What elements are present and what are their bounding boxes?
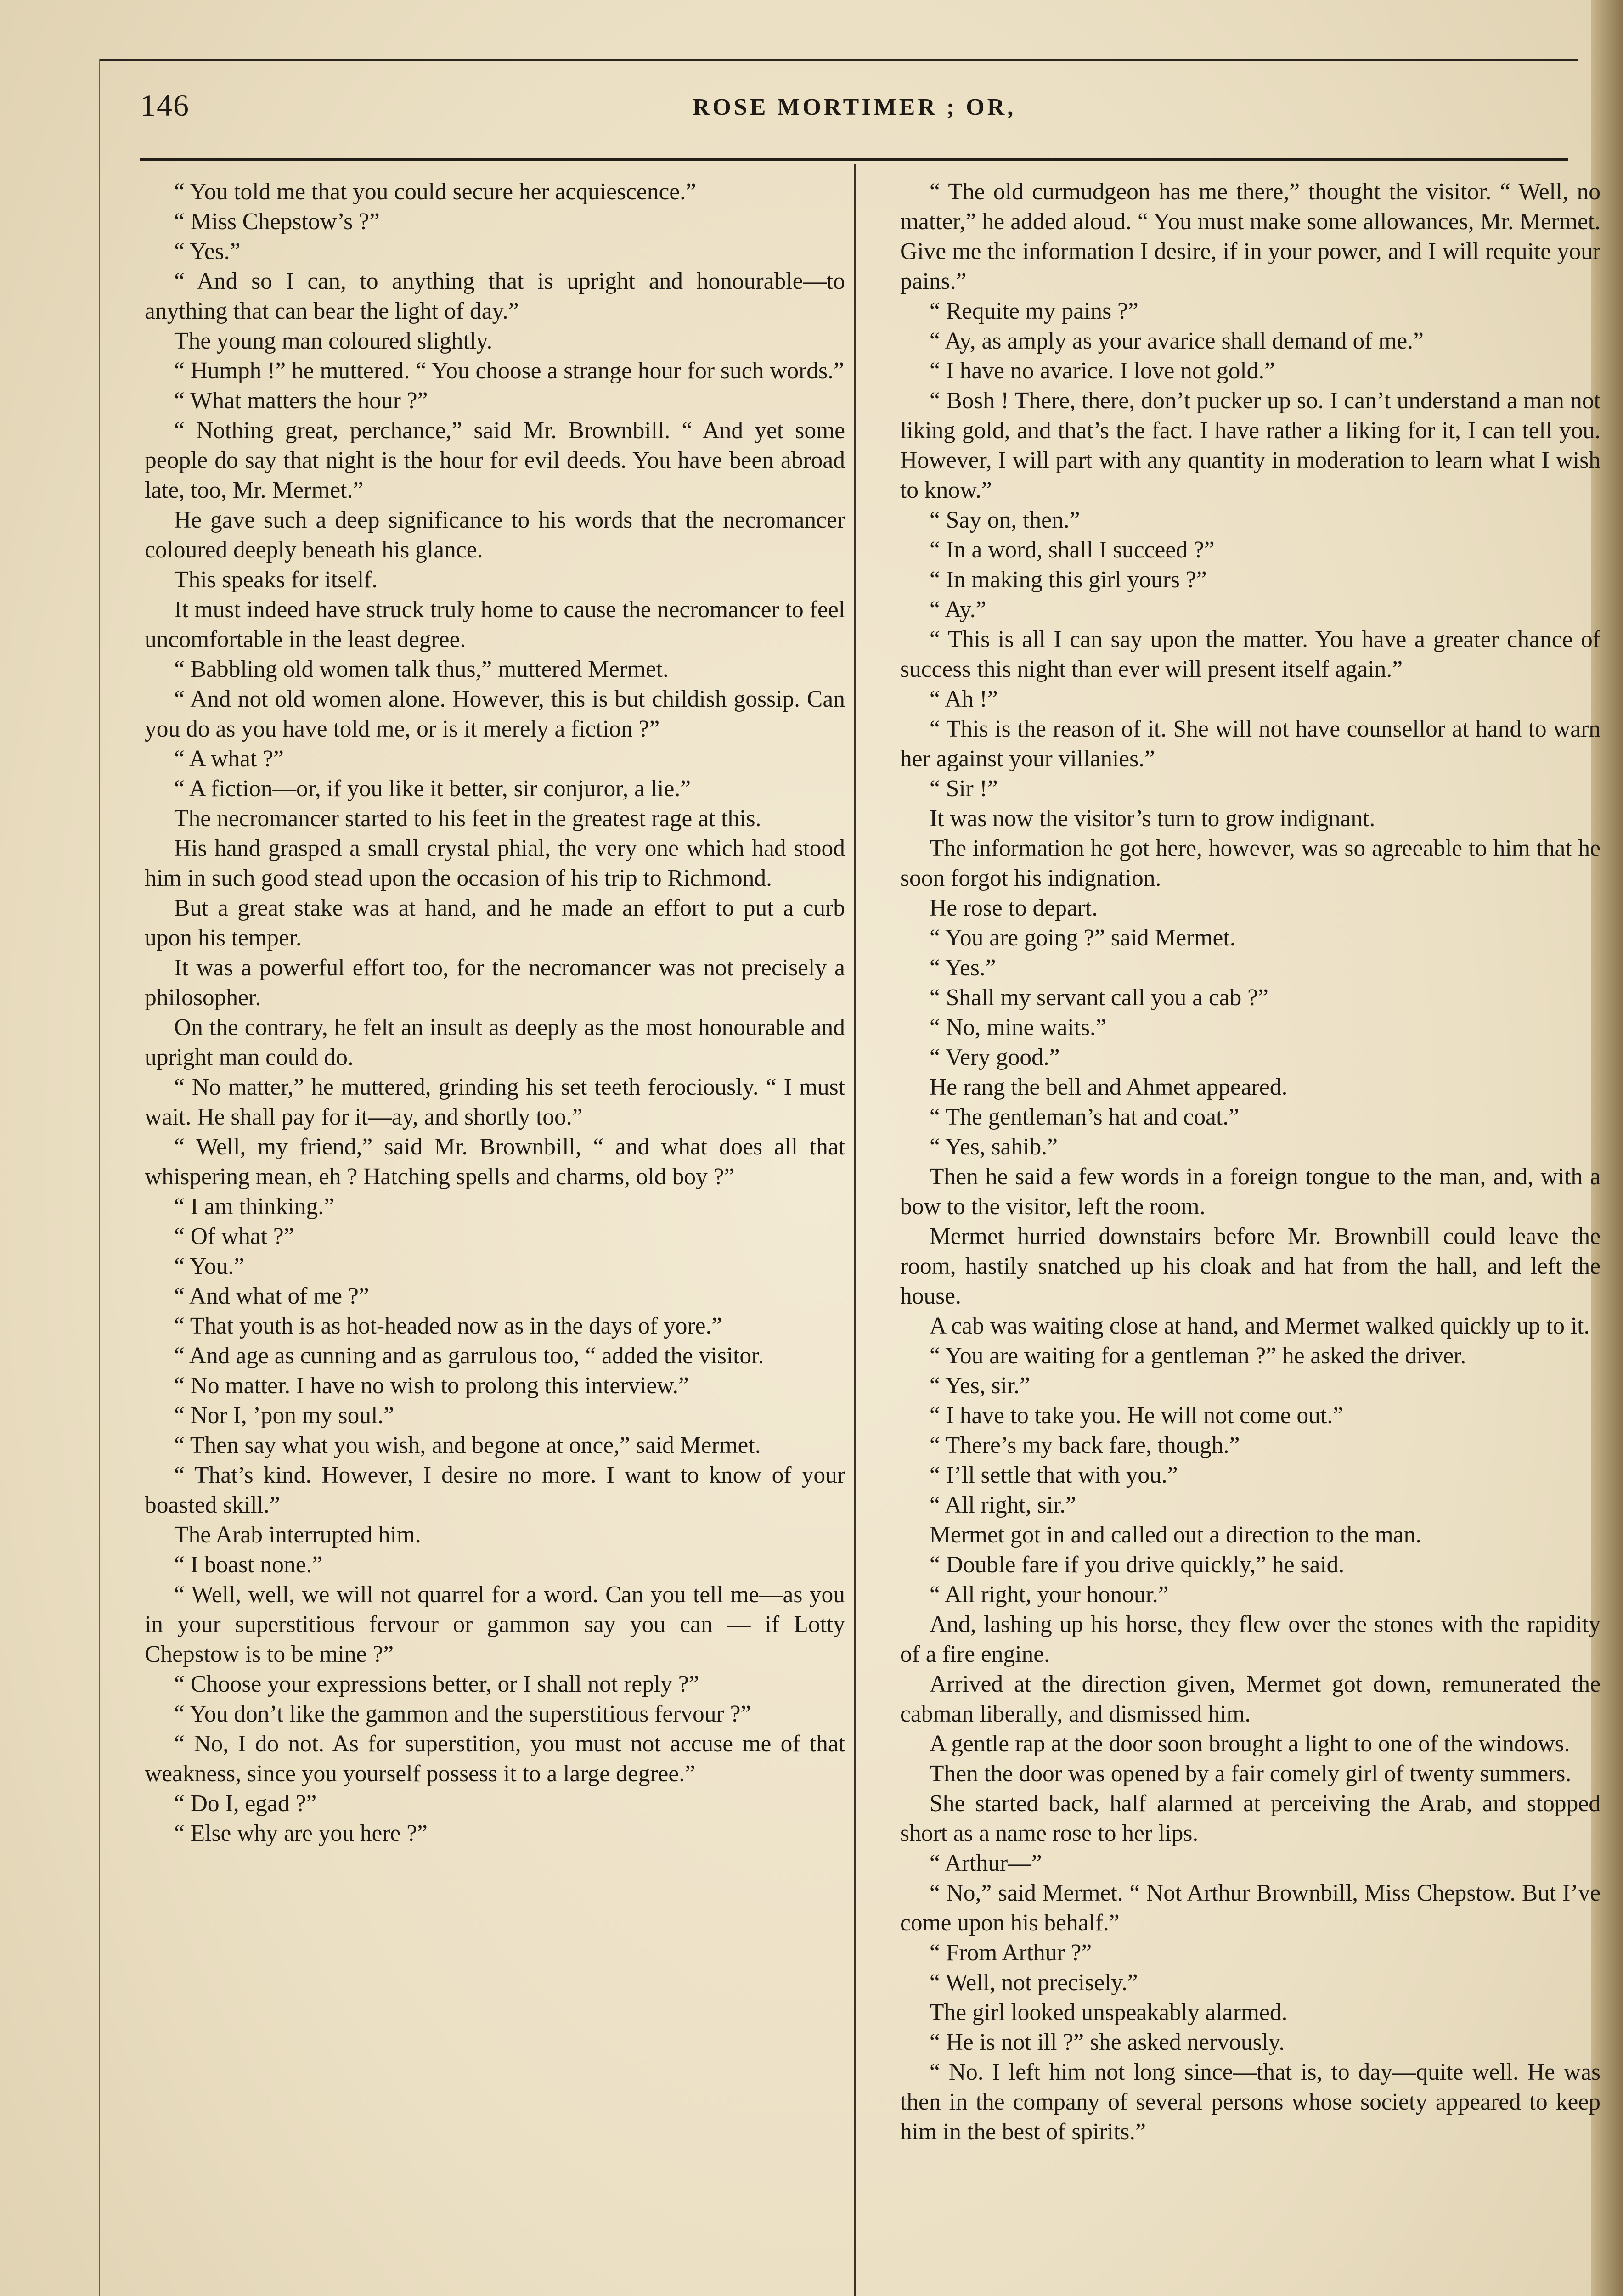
paragraph: On the contrary, he felt an insult as deeply as the most honourable and upright man could do. (145, 1014, 845, 1070)
paragraph: “ Very good.” (930, 1044, 1060, 1070)
paragraph: The Arab interrupted him. (174, 1522, 421, 1548)
paragraph: “ Nothing great, perchance,” said Mr. Brownbill. “ And yet some people do say that night is the hour for evil deeds. You have been abroad late, too, Mr. Mermet.” (145, 417, 845, 503)
paragraph: “ Humph !” he muttered. “ You choose a strange hour for such words.” (174, 358, 844, 384)
paragraph: “ Yes.” (174, 238, 241, 264)
paragraph: “ This is the reason of it. She will not have counsellor at hand to warn her against your villanies.” (900, 716, 1600, 772)
paragraph: “ Yes, sir.” (930, 1373, 1030, 1399)
paragraph: It must indeed have struck truly home to cause the necromancer to feel uncomfortable in the least degree. (145, 597, 845, 653)
paragraph: His hand grasped a small crystal phial, the very one which had stood him in such good stead upon the occasion of his trip to Richmond. (145, 835, 845, 891)
paragraph: But a great stake was at hand, and he made an effort to put a curb upon his temper. (145, 895, 845, 951)
right-column (900, 177, 1600, 2147)
paragraph: She started back, half alarmed at perceiving the Arab, and stopped short as a name rose to her lips. (900, 1790, 1600, 1846)
page-header (140, 87, 1568, 142)
paragraph: It was a powerful effort too, for the necromancer was not precisely a philosopher. (145, 955, 845, 1011)
paragraph: The young man coloured slightly. (174, 328, 493, 354)
paragraph: “ Double fare if you drive quickly,” he said. (930, 1552, 1345, 1578)
paragraph: This speaks for itself. (174, 567, 378, 593)
paragraph: “ I’ll settle that with you.” (930, 1462, 1178, 1488)
paragraph: “ Of what ?” (174, 1223, 294, 1249)
paragraph: Mermet got in and called out a direction to the man. (930, 1522, 1422, 1548)
paragraph: “ The old curmudgeon has me there,” thought the visitor. “ Well, no matter,” he added aloud. “ You must make some allowances, Mr. Mermet. Give me the information I desire, if in your power, and I will requite your pains.” (900, 179, 1600, 294)
paragraph: Arrived at the direction given, Mermet got down, remunerated the cabman liberally, and dismissed him. (900, 1671, 1600, 1727)
paragraph: “ He is not ill ?” she asked nervously. (930, 2029, 1285, 2055)
paragraph: Then he said a few words in a foreign tongue to the man, and, with a bow to the visitor, left the room. (900, 1164, 1600, 1220)
paragraph: A cab was waiting close at hand, and Mermet walked quickly up to it. (930, 1313, 1590, 1339)
paragraph: “ Babbling old women talk thus,” muttered Mermet. (174, 656, 669, 682)
paragraph: “ Do I, egad ?” (174, 1790, 317, 1817)
paragraph: “ In a word, shall I succeed ?” (930, 537, 1215, 563)
paragraph: “ From Arthur ?” (930, 1940, 1092, 1966)
paragraph: “ I have to take you. He will not come out.” (930, 1402, 1343, 1429)
paragraph: “ The gentleman’s hat and coat.” (930, 1104, 1240, 1130)
paragraph: “ Yes.” (930, 955, 996, 981)
paragraph: “ Ay, as amply as your avarice shall demand of me.” (930, 328, 1424, 354)
paragraph: “ You don’t like the gammon and the superstitious fervour ?” (174, 1701, 751, 1727)
paragraph: “ A fiction—or, if you like it better, sir conjuror, a lie.” (174, 776, 691, 802)
paragraph: “ Nor I, ’pon my soul.” (174, 1402, 394, 1429)
paragraph: “ There’s my back fare, though.” (930, 1432, 1240, 1458)
paragraph: “ Requite my pains ?” (930, 298, 1138, 324)
running-head: ROSE MORTIMER ; OR, (692, 94, 1016, 120)
paragraph: The girl looked unspeakably alarmed. (930, 1999, 1288, 2026)
paragraph: “ You are waiting for a gentleman ?” he asked the driver. (930, 1343, 1466, 1369)
paragraph: The necromancer started to his feet in the greatest rage at this. (174, 805, 761, 832)
paragraph: “ Then say what you wish, and begone at once,” said Mermet. (174, 1432, 761, 1458)
paragraph: He gave such a deep significance to his words that the necromancer coloured deeply beneath his glance. (145, 507, 845, 563)
paragraph: “ Say on, then.” (930, 507, 1080, 533)
paragraph: “ And age as cunning and as garrulous too, “ added the visitor. (174, 1343, 764, 1369)
page-number: 146 (140, 88, 190, 123)
paragraph: “ Shall my servant call you a cab ?” (930, 985, 1268, 1011)
paragraph: “ A what ?” (174, 746, 284, 772)
paragraph: “ No matter,” he muttered, grinding his set teeth ferociously. “ I must wait. He shall pay for it—ay, and shortly too.” (145, 1074, 845, 1130)
paragraph: “ No, mine waits.” (930, 1014, 1106, 1041)
header-rule (140, 158, 1568, 161)
paragraph: “ In making this girl yours ?” (930, 567, 1207, 593)
paragraph: “ No. I left him not long since—that is, to day—quite well. He was then in the company of several persons whose society appeared to keep him in the best of spirits.” (900, 2059, 1600, 2145)
paragraph: He rose to depart. (930, 895, 1098, 921)
paragraph: “ Arthur—” (930, 1850, 1042, 1876)
paragraph: “ And not old women alone. However, this is but childish gossip. Can you do as you have told me, or is it merely a fiction ?” (145, 686, 845, 742)
paragraph: “ Ah !” (930, 686, 998, 712)
paragraph: He rang the bell and Ahmet appeared. (930, 1074, 1288, 1100)
paragraph: “ I am thinking.” (174, 1193, 334, 1220)
paragraph: Then the door was opened by a fair comely girl of twenty summers. (930, 1761, 1572, 1787)
paragraph: A gentle rap at the door soon brought a light to one of the windows. (930, 1731, 1570, 1757)
paragraph: “ Well, well, we will not quarrel for a word. Can you tell me—as you in your superstitious fervour or gammon say you can — if Lotty Chepstow is to be mine ?” (145, 1581, 845, 1667)
paragraph: “ I have no avarice. I love not gold.” (930, 358, 1275, 384)
paragraph: “ Miss Chepstow’s ?” (174, 208, 380, 235)
paragraph: “ What matters the hour ?” (174, 388, 428, 414)
paragraph: “ All right, sir.” (930, 1492, 1076, 1518)
paragraph: “ Ay.” (930, 597, 986, 623)
paragraph: Mermet hurried downstairs before Mr. Brownbill could leave the room, hastily snatched up his cloak and hat from the hall, and left the house. (900, 1223, 1600, 1309)
paragraph: “ Well, my friend,” said Mr. Brownbill, “ and what does all that whispering mean, eh ? Hatching spells and charms, old boy ?” (145, 1134, 845, 1190)
paragraph: “ And what of me ?” (174, 1283, 369, 1309)
paragraph: And, lashing up his horse, they flew over the stones with the rapidity of a fire engine. (900, 1611, 1600, 1667)
paragraph: “ Well, not precisely.” (930, 1970, 1138, 1996)
left-column (145, 177, 845, 1848)
paragraph: “ And so I can, to anything that is upright and honourable—to anything that can bear the light of day.” (145, 268, 845, 324)
paragraph: “ That’s kind. However, I desire no more. I want to know of your boasted skill.” (145, 1462, 845, 1518)
paragraph: It was now the visitor’s turn to grow indignant. (930, 805, 1375, 832)
paragraph: “ You.” (174, 1253, 245, 1279)
paragraph: “ You are going ?” said Mermet. (930, 925, 1236, 951)
top-frame-rule (99, 59, 1578, 61)
paragraph: “ Yes, sahib.” (930, 1134, 1058, 1160)
paragraph: “ This is all I can say upon the matter. You have a greater chance of success this night than ever will present itself again.” (900, 626, 1600, 682)
paragraph: “ You told me that you could secure her acquiescence.” (174, 179, 696, 205)
paragraph: “ Sir !” (930, 776, 998, 802)
paragraph: “ No, I do not. As for superstition, you must not accuse me of that weakness, since you yourself possess it to a large degree.” (145, 1731, 845, 1787)
paragraph: “ I boast none.” (174, 1552, 323, 1578)
paragraph: “ Choose your expressions better, or I shall not reply ?” (174, 1671, 699, 1697)
paragraph: The information he got here, however, was so agreeable to him that he soon forgot his indignation. (900, 835, 1600, 891)
paragraph: “ All right, your honour.” (930, 1581, 1169, 1608)
paragraph: “ No,” said Mermet. “ Not Arthur Brownbill, Miss Chepstow. But I’ve come upon his behalf.” (900, 1880, 1600, 1936)
left-frame-rule (99, 59, 100, 2296)
paragraph: “ No matter. I have no wish to prolong this interview.” (174, 1373, 689, 1399)
column-divider (854, 164, 856, 2296)
paragraph: “ Else why are you here ?” (174, 1820, 428, 1846)
paragraph: “ Bosh ! There, there, don’t pucker up so. I can’t understand a man not liking gold, and that’s the fact. I have rather a liking for it, I can tell you. However, I will part with any quantity in moderation to learn what I wish to know.” (900, 388, 1600, 503)
paragraph: “ That youth is as hot-headed now as in the days of yore.” (174, 1313, 722, 1339)
